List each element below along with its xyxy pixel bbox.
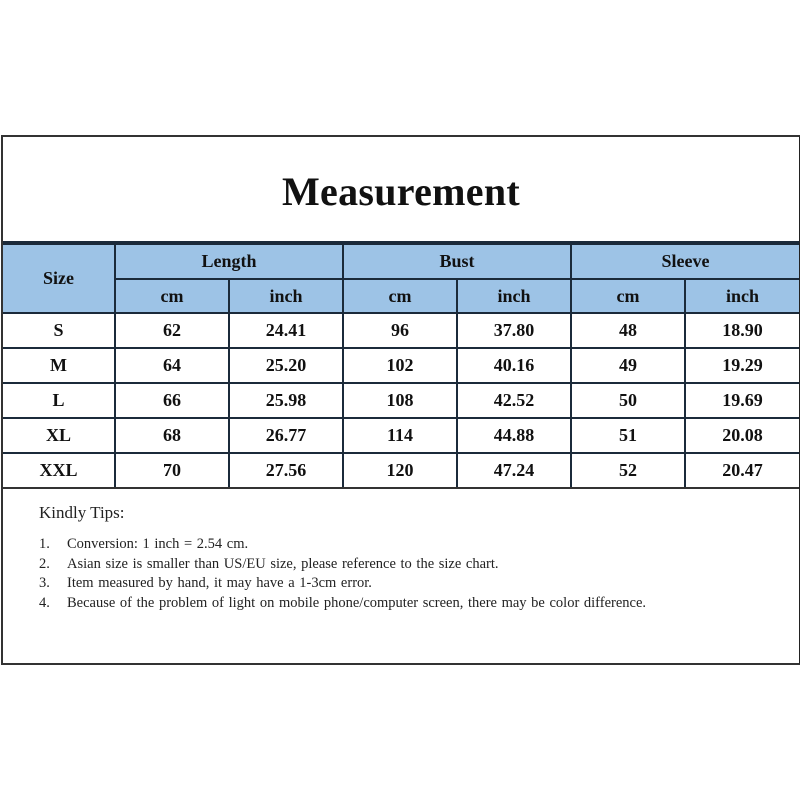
cell-size: S [3, 313, 115, 348]
cell-bust-cm: 108 [343, 383, 457, 418]
cell-size: M [3, 348, 115, 383]
tips-list [39, 535, 799, 613]
cell-length-cm: 62 [115, 313, 229, 348]
group-header-bust: Bust [343, 244, 571, 279]
cell-sleeve-inch: 18.90 [685, 313, 799, 348]
cell-length-inch: 24.41 [229, 313, 343, 348]
cell-sleeve-cm: 51 [571, 418, 685, 453]
cell-length-inch: 25.98 [229, 383, 343, 418]
tip-text: Item measured by hand, it may have a 1-3cm error. [67, 575, 372, 591]
page-title: Measurement [281, 168, 521, 214]
tip-text: Asian size is smaller than US/EU size, please reference to the size chart. [67, 555, 499, 572]
cell-size: L [3, 383, 115, 418]
cell-sleeve-inch: 20.47 [685, 453, 799, 488]
cell-bust-cm: 120 [343, 453, 457, 488]
tip-text: Because of the problem of light on mobile phone/computer screen, there may be color difference. [67, 594, 647, 611]
cell-bust-inch: 37.80 [457, 313, 571, 348]
table-row [3, 453, 799, 488]
cell-sleeve-cm: 50 [571, 383, 685, 418]
cell-bust-cm: 114 [343, 418, 457, 453]
group-header-length: Length [115, 244, 343, 279]
table-row [3, 418, 799, 453]
size-header: Size [3, 244, 115, 313]
cell-length-cm: 68 [115, 418, 229, 453]
unit-header-sleeve-cm: cm [571, 279, 685, 313]
cell-bust-inch: 47.24 [457, 453, 571, 488]
tips-heading: Kindly Tips: [39, 503, 125, 522]
cell-sleeve-cm: 52 [571, 453, 685, 488]
cell-sleeve-inch: 19.29 [685, 348, 799, 383]
cell-bust-cm: 102 [343, 348, 457, 383]
cell-bust-cm: 96 [343, 313, 457, 348]
table-row [3, 313, 799, 348]
tip-number: 3. [39, 575, 50, 591]
cell-bust-inch: 42.52 [457, 383, 571, 418]
cell-length-inch: 25.20 [229, 348, 343, 383]
tip-number: 4. [39, 594, 50, 611]
cell-length-cm: 64 [115, 348, 229, 383]
tip-item [39, 594, 799, 614]
unit-header-bust-inch: inch [457, 279, 571, 313]
tip-item [39, 535, 799, 555]
tips-section [3, 489, 799, 613]
cell-length-cm: 70 [115, 453, 229, 488]
measurement-table [3, 243, 799, 489]
cell-size: XXL [3, 453, 115, 488]
tip-item [39, 574, 799, 594]
cell-sleeve-cm: 48 [571, 313, 685, 348]
cell-sleeve-cm: 49 [571, 348, 685, 383]
cell-length-cm: 66 [115, 383, 229, 418]
group-header-sleeve: Sleeve [571, 244, 799, 279]
unit-header-sleeve-inch: inch [685, 279, 799, 313]
header-unit-row [3, 279, 799, 313]
header-group-row [3, 244, 799, 279]
title-area [3, 137, 799, 243]
cell-sleeve-inch: 19.69 [685, 383, 799, 418]
unit-header-length-cm: cm [115, 279, 229, 313]
unit-header-bust-cm: cm [343, 279, 457, 313]
table-row [3, 383, 799, 418]
tip-number: 2. [39, 555, 50, 572]
unit-header-length-inch: inch [229, 279, 343, 313]
tip-item [39, 555, 799, 575]
cell-length-inch: 27.56 [229, 453, 343, 488]
cell-length-inch: 26.77 [229, 418, 343, 453]
cell-bust-inch: 44.88 [457, 418, 571, 453]
size-chart [1, 135, 800, 665]
cell-size: XL [3, 418, 115, 453]
tip-text: Conversion: 1 inch = 2.54 cm. [67, 536, 249, 552]
table-row [3, 348, 799, 383]
cell-sleeve-inch: 20.08 [685, 418, 799, 453]
tip-number: 1. [39, 536, 50, 552]
cell-bust-inch: 40.16 [457, 348, 571, 383]
